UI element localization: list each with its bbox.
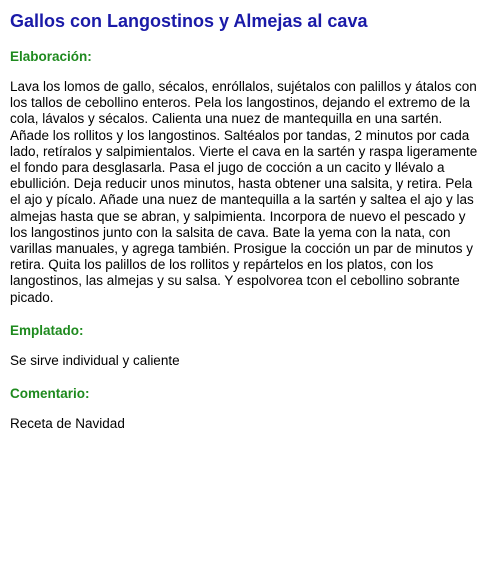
emplatado-heading: Emplatado: (10, 322, 84, 338)
emplatado-text: Se sirve individual y caliente (10, 352, 180, 368)
comentario-heading: Comentario: (10, 386, 90, 402)
elaboracion-text: Lava los lomos de gallo, sécalos, enróllalos, sujétalos con palillos y átalos con los tallos de cebollino enteros. Pela los langostinos, dejando el extremo de la cola, lávalos y sécalos. Calienta una nuez de mantequilla en una sartén. Añade los rollitos y los langostinos. Saltéalos por tandas, 2 minutos por cada lado, retíralos y salpimientalos. Vierte el cava en la sartén y raspa ligeramente el fondo para desglasarla. Pasa el jugo de cocción a un cacito y llévalo a ebullición. Deja reducir unos minutos, hasta obtener una salsita, y retira. Pela el ajo y pícalo. Añade una nuez de mantequilla a la sartén y saltea el ajo y las almejas hasta que se abran, y salpimienta. Incorpora de nuevo el pescado y los langostinos junto con la salsita de cava. Bate la yema con la nata, con varillas manuales, y agrega también. Prosigue la cocción un par de minutos y retira. Quita los palillos de los rollitos y repártelos en los platos, con los langostinos, las almejas y su salsa. Y espolvorea tcon el cebollino sobrante picado. (10, 79, 478, 305)
comentario-text: Receta de Navidad (10, 416, 125, 432)
recipe-title: Gallos con Langostinos y Almejas al cava (10, 11, 368, 31)
elaboracion-heading: Elaboración: (10, 49, 92, 64)
